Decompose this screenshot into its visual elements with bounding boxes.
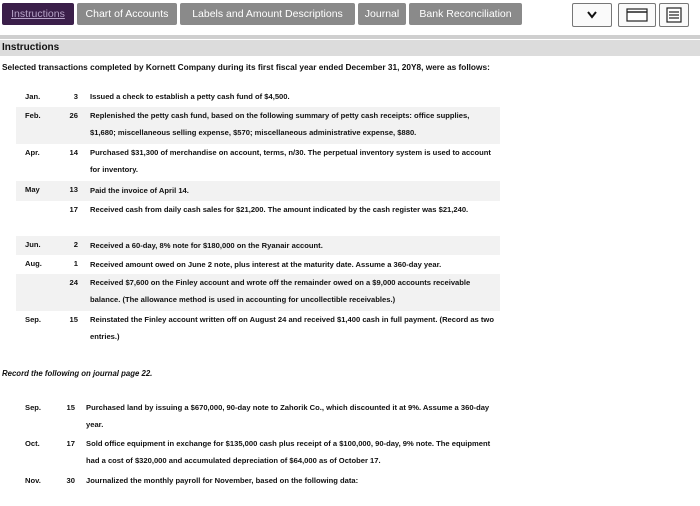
transaction-day: 17 (69, 205, 78, 214)
transaction-text: Purchased land by issuing a $670,000, 90-day note to Zahorik Co., which discounted it at 9%. Assume a 360-day year. (86, 403, 490, 430)
transaction-row (16, 201, 500, 236)
transaction-month: Feb. (25, 111, 41, 120)
transaction-month: Apr. (25, 148, 40, 157)
transaction-row (16, 311, 500, 348)
transaction-row (16, 144, 500, 181)
transaction-text: Received a 60-day, 8% note for $180,000 on the Ryanair account. (90, 241, 323, 250)
transaction-row (16, 274, 500, 311)
transaction-month: Oct. (25, 439, 40, 448)
transaction-row (16, 236, 500, 255)
transaction-month: Jun. (25, 240, 41, 249)
intro-text: Selected transactions completed by Kornett Company during its first fiscal year ended December 31, 20Y8, were as follows: (2, 62, 490, 72)
tab-instructions[interactable]: Instructions (2, 3, 74, 25)
tab-bar (0, 0, 700, 32)
transaction-day: 1 (73, 259, 78, 268)
transaction-text: Reinstated the Finley account written off on August 24 and received $1,400 cash in full payment. (Record as two entries.) (90, 315, 494, 342)
transaction-day: 24 (69, 278, 78, 287)
transaction-text: Purchased $31,300 of merchandise on account, terms, n/30. The perpetual inventory system is used to account for inventory. (90, 148, 491, 175)
transaction-month: Sep. (25, 403, 42, 412)
transaction-day: 26 (69, 111, 78, 120)
transaction-row (16, 255, 500, 274)
transaction-month: Aug. (25, 259, 42, 268)
window-icon (619, 4, 655, 26)
dropdown-button[interactable] (572, 3, 612, 27)
transaction-month: May (25, 185, 40, 194)
chevron-down-icon (573, 4, 611, 26)
transaction-text: Paid the invoice of April 14. (90, 186, 189, 195)
transaction-month: Sep. (25, 315, 42, 324)
transaction-day: 2 (73, 240, 78, 249)
window-toggle-button[interactable] (618, 3, 656, 27)
record-note: Record the following on journal page 22. (2, 369, 153, 378)
transaction-day: 17 (66, 439, 75, 448)
transaction-day: 14 (69, 148, 78, 157)
menu-button[interactable] (659, 3, 689, 27)
menu-list-icon (660, 4, 688, 26)
transaction-row (16, 181, 500, 201)
transaction-day: 13 (69, 185, 78, 194)
transaction-month: Nov. (25, 476, 41, 485)
transaction-text: Journalized the monthly payroll for November, based on the following data: (86, 476, 359, 485)
transaction-text: Issued a check to establish a petty cash fund of $4,500. (90, 92, 290, 101)
transaction-text: Received cash from daily cash sales for $21,200. The amount indicated by the cash register was $21,240. (90, 205, 469, 214)
transaction-row (16, 88, 500, 107)
tab-labels-and-amount-descriptions[interactable]: Labels and Amount Descriptions (180, 3, 355, 25)
transaction-row (16, 107, 500, 144)
divider (0, 35, 700, 39)
transaction-day: 15 (66, 403, 75, 412)
transaction-text: Received $7,600 on the Finley account and wrote off the remainder owed on a $9,000 accounts receivable balance. (The allowance method is used in accounting for uncollectible receivables.) (90, 278, 471, 305)
transaction-month: Jan. (25, 92, 41, 101)
section-title: Instructions (0, 40, 700, 56)
transaction-day: 3 (73, 92, 78, 101)
transaction-row (16, 439, 500, 475)
transaction-text: Received amount owed on June 2 note, plus interest at the maturity date. Assume a 360-day year. (90, 260, 442, 269)
tab-journal[interactable]: Journal (358, 3, 406, 25)
transaction-day: 15 (69, 315, 78, 324)
transaction-text: Replenished the petty cash fund, based on the following summary of petty cash receipts: office supplies, $1,680; miscellaneous selling expense, $570; miscellaneous administrative expense, $880. (90, 111, 470, 138)
transaction-row (16, 403, 500, 439)
transaction-day: 30 (66, 476, 75, 485)
tab-bank-reconciliation[interactable]: Bank Reconciliation (409, 3, 522, 25)
tab-chart-of-accounts[interactable]: Chart of Accounts (77, 3, 177, 25)
transaction-row (16, 476, 500, 494)
transaction-text: Sold office equipment in exchange for $135,000 cash plus receipt of a $100,000, 90-day, 9% note. The equipment had a cost of $320,000 and accumulated depreciation of $64,000 as of October 17. (86, 439, 491, 466)
